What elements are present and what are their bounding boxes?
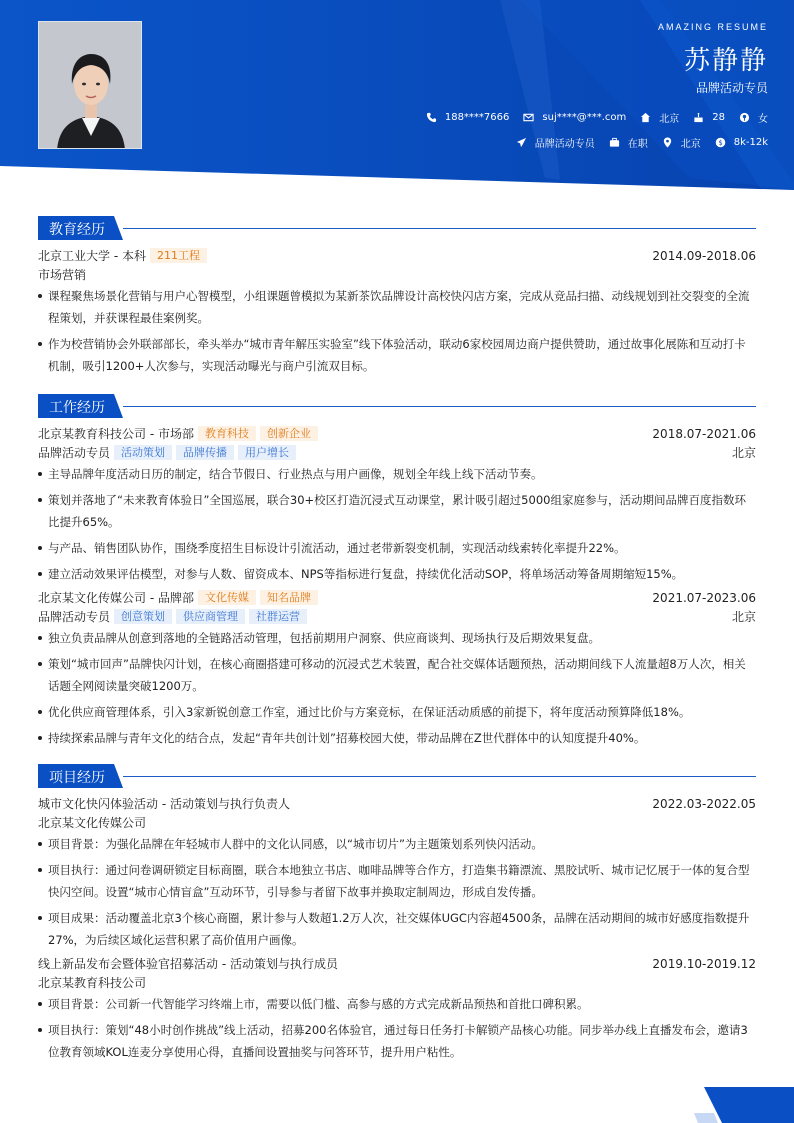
list-item: 建立活动效果评估模型，对参与人数、留资成本、NPS等指标进行复盘，持续优化活动SOP，将单场活动筹备周期缩短15%。 [38,563,756,585]
job-role: 品牌活动专员 [38,446,111,460]
education-school-row [38,247,756,266]
education-major-row [38,266,756,285]
role-tag: 活动策划 [114,445,172,460]
list-item: 项目背景：为强化品牌在年轻城市人群中的文化认同感，以“城市切片”为主题策划系列快闪活动。 [38,833,756,855]
job-location: 北京 [731,610,756,624]
company-tag: 知名品牌 [260,590,318,605]
project-title-row [38,795,756,814]
home-icon [640,112,651,123]
project-org-row [38,974,756,993]
email-info [523,112,626,123]
role-tag: 用户增长 [238,445,296,460]
list-item: 主导品牌年度活动日历的制定，结合节假日、行业热点与用户画像，规划全年线上线下活动节奏。 [38,463,756,485]
corner-decoration [684,1087,794,1123]
section-header [38,216,756,240]
projects-section [38,764,756,1067]
role-tag: 供应商管理 [176,609,245,624]
project-period: 2022.03-2022.05 [652,797,756,811]
salary-icon [715,137,726,148]
phone-icon [426,112,437,123]
section-title: 工作经历 [49,400,105,416]
intent-city-text: 北京 [680,139,701,150]
project-name: 线上新品发布会暨体验官招募活动 - 活动策划与执行成员 [38,957,338,971]
phone-text: 188****7666 [444,112,510,123]
education-bullets [38,285,756,377]
company-tag: 创新企业 [260,426,318,441]
list-item: 项目执行：通过问卷调研锁定目标商圈，联合本地独立书店、咖啡品牌等合作方，打造集书籍漂流、黑胶试听、城市记忆展于一体的复合型快闪空间。设置“城市心情盲盒”互动环节，引导参与者留下故事并换取定制周边，形成自发传播。 [38,859,756,903]
company-tag: 文化传媒 [198,590,256,605]
section-divider [123,776,756,777]
list-item: 策划并落地了“未来教育体验日”全国巡展，联合30+校区打造沉浸式互动课堂，累计吸引超过5000组家庭参与，活动期间品牌百度指数环比提升65%。 [38,489,756,533]
list-item: 独立负责品牌从创意到落地的全链路活动管理，包括前期用户洞察、供应商谈判、现场执行及后期效果复盘。 [38,627,756,649]
project-org: 北京某文化传媒公司 [38,816,147,830]
project-org-row [38,814,756,833]
job-period: 2021.07-2023.06 [652,591,756,605]
role-tag: 品牌传播 [176,445,234,460]
status-text: 在职 [627,139,648,150]
section-title: 项目经历 [49,770,105,786]
job-role-row [38,444,756,463]
role-tag: 创意策划 [114,609,172,624]
list-item: 项目执行：策划“48小时创作挑战”线上活动，招募200名体验官，通过每日任务打卡解锁产品核心功能。同步举办线上直播发布会，邀请3位教育领域KOL连麦分享使用心得，直播间设置抽奖与问答环节，提升用户粘性。 [38,1019,756,1063]
section-header [38,394,756,418]
section-divider [123,406,756,407]
education-period: 2014.09-2018.06 [652,249,756,263]
email-text: suj****@***.com [542,112,627,123]
mail-icon [523,112,534,123]
section-title: 教育经历 [49,222,105,238]
job-company-row [38,425,756,444]
list-item: 课程聚焦场景化营销与用户心智模型，小组课题曾模拟为某新茶饮品牌设计高校快闪店方案，完成从竞品扫描、动线规划到社交裂变的全流程策划，并获课程最佳案例奖。 [38,285,756,329]
list-item: 项目背景：公司新一代智能学习终端上市，需要以低门槛、高参与感的方式完成新品预热和首批口碑积累。 [38,993,756,1015]
job-location: 北京 [731,446,756,460]
project-bullets [38,833,756,951]
cake-icon [693,112,704,123]
phone-info [426,112,510,123]
candidate-title: 品牌活动专员 [695,81,768,95]
school-tag: 211工程 [150,248,207,263]
send-icon [516,137,527,148]
age-text: 28 [712,112,725,123]
section-header [38,764,756,788]
project-name: 城市文化快闪体验活动 - 活动策划与执行负责人 [38,797,290,811]
contact-info-row [412,110,768,125]
job-bullets [38,463,756,585]
list-item: 项目成果：活动覆盖北京3个核心商圈，累计参与人数超1.2万人次，社交媒体UGC内容超4500条，品牌在活动期间的城市好感度指数提升27%，为后续区域化运营积累了高价值用户画像。 [38,907,756,951]
resume-tagline: AMAZING RESUME [657,22,768,32]
job-company-row [38,589,756,608]
major-name: 市场营销 [38,268,87,282]
company-name: 北京某教育科技公司 - 市场部 [38,427,194,441]
job-intent-row [502,135,768,150]
school-name: 北京工业大学 - 本科 [38,249,146,263]
work-section [38,394,756,753]
project-title-row [38,955,756,974]
salary-text: 8k-12k [733,137,768,148]
svg-text:$: $ [718,138,723,147]
intent-position-info [516,135,595,150]
job-role-row [38,608,756,627]
company-name: 北京某文化传媒公司 - 品牌部 [38,591,194,605]
intent-position-text: 品牌活动专员 [534,139,595,150]
project-period: 2019.10-2019.12 [652,957,756,971]
list-item: 与产品、销售团队协作，围绕季度招生目标设计引流活动，通过老带新裂变机制，实现活动线索转化率提升22%。 [38,537,756,559]
gender-text: 女 [758,114,768,125]
gender-info [739,110,768,125]
profile-photo [38,21,142,149]
education-section [38,216,756,381]
list-item: 优化供应商管理体系，引入3家新锐创意工作室，通过比价与方案竞标，在保证活动质感的前提下，将年度活动预算降低18%。 [38,701,756,723]
list-item: 策划“城市回声”品牌快闪计划，在核心商圈搭建可移动的沉浸式艺术装置，配合社交媒体话题预热，活动期间线下人流量超8万人次，相关话题全网阅读量突破1200万。 [38,653,756,697]
project-org: 北京某教育科技公司 [38,976,147,990]
company-tag: 教育科技 [198,426,256,441]
hometown-info [640,110,679,125]
hometown-text: 北京 [659,114,680,125]
briefcase-icon [609,137,620,148]
intent-city-info [662,135,701,150]
gender-icon [739,112,750,123]
list-item: 作为校营销协会外联部部长，牵头举办“城市青年解压实验室”线下体验活动，联动6家校园周边商户提供赞助，通过故事化展陈和互动打卡机制，吸引1200+人次参与，实现活动曝光与商户引流双目标。 [38,333,756,377]
status-info [609,135,648,150]
job-role: 品牌活动专员 [38,610,111,624]
location-pin-icon [662,137,673,148]
candidate-name: 苏静静 [683,46,768,76]
project-bullets [38,993,756,1063]
job-bullets [38,627,756,749]
section-divider [123,228,756,229]
salary-info [715,137,768,148]
job-period: 2018.07-2021.06 [652,427,756,441]
age-info [693,112,725,123]
list-item: 持续探索品牌与青年文化的结合点，发起“青年共创计划”招募校园大使，带动品牌在Z世代群体中的认知度提升40%。 [38,727,756,749]
role-tag: 社群运营 [249,609,307,624]
